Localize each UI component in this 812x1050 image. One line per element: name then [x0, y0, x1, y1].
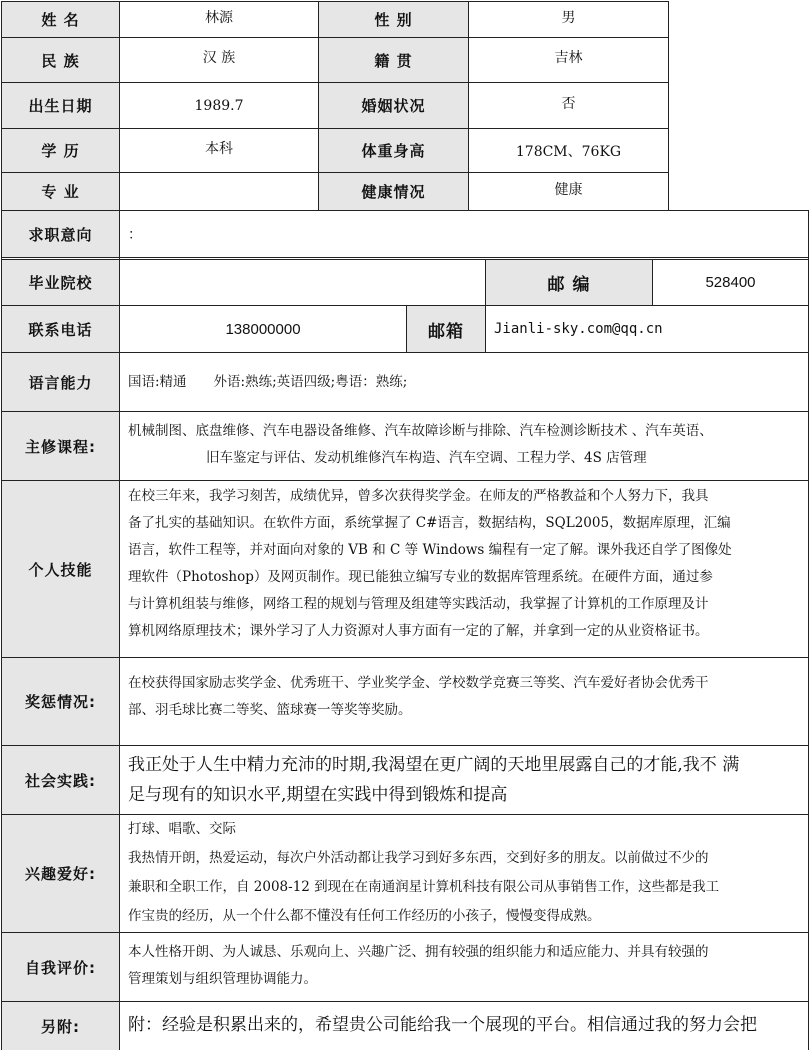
- extra-line: 附：经验是积累出来的，希望贵公司能给我一个展现的平台。相信通过我的努力会把: [128, 1015, 757, 1035]
- grid-line: [1, 172, 669, 173]
- phone-value: 138000000: [225, 320, 301, 338]
- skills-line: 与计算机组装与维修，网络工程的规划与管理及组建等实践活动，我掌握了计算机的工作原理及计: [128, 596, 709, 612]
- extra-label: 另附:: [2, 1002, 119, 1050]
- practice-line: 足与现有的知识水平,期望在实践中得到锻炼和提高: [128, 785, 508, 805]
- grid-line: [1, 1001, 809, 1002]
- postcode-label: 邮 编: [486, 260, 652, 305]
- email-value[interactable]: Jianli-sky.com@qq.cn: [494, 321, 663, 337]
- education-value: 本科: [205, 140, 233, 157]
- awards-line: 部、羽毛球比赛二等奖、篮球赛一等奖等奖励。: [128, 702, 412, 718]
- ethnicity-label: 民 族: [2, 38, 119, 82]
- self-eval-line: 本人性格开朗、为人诚恳、乐观向上、兴趣广泛、拥有较强的组织能力和适应能力、并具有较强的: [128, 944, 709, 960]
- language-content: 国语:精通 外语:熟练;英语四级;粤语：熟练;: [128, 373, 408, 390]
- hobbies-line: 作宝贵的经历，从一个什么都不懂没有任何工作经历的小孩子，慢慢变得成熟。: [128, 908, 601, 924]
- grid-line: [318, 1, 319, 210]
- grid-line: [1, 210, 809, 211]
- hobbies-line: 我热情开朗，热爱运动，每次户外活动都让我学习到好多东西，交到好多的朋友。以前做过不少的: [128, 850, 709, 866]
- phone-label: 联系电话: [2, 306, 119, 352]
- major-label: 专 业: [2, 173, 119, 210]
- grid-line: [1, 259, 809, 260]
- grid-line: [1, 128, 669, 129]
- marital-label: 婚姻状况: [319, 83, 468, 128]
- hobbies-text: [120, 815, 808, 932]
- skills-line: 语言，软件工程等，并对面向对象的 VB 和 C 等 Windows 编程有一定了解。课外我还自学了图像处: [128, 542, 732, 558]
- grid-line: [668, 1, 669, 210]
- practice-line: 我正处于人生中精力充沛的时期,我渴望在更广阔的天地里展露自己的才能,我不 满: [128, 755, 740, 775]
- email-label: 邮箱: [407, 306, 485, 352]
- hobbies-label: 兴趣爱好:: [2, 815, 119, 932]
- grid-line: [485, 305, 486, 352]
- language-text: [120, 353, 808, 411]
- skills-line: 算机网络原理技术；课外学习了人力资源对人事方面有一定的了解，并拿到一定的从业资格证书。: [128, 623, 709, 639]
- health-value: 健康: [554, 181, 583, 198]
- grid-line: [808, 210, 809, 1050]
- grid-line: [1, 37, 669, 38]
- grid-line: [1, 480, 809, 481]
- grid-line: [1, 352, 809, 353]
- ethnicity-value: 汉 族: [202, 50, 236, 66]
- grid-line: [468, 1, 469, 210]
- courses-line: 机械制图、底盘维修、汽车电器设备维修、汽车故障诊断与排除、汽车检测诊断技术 、汽车英语、: [128, 423, 713, 439]
- awards-label: 奖惩情况:: [2, 658, 119, 745]
- self-eval-line: 管理策划与组织管理协调能力。: [128, 971, 317, 987]
- grid-line: [1, 305, 809, 306]
- grid-line: [1, 814, 809, 815]
- gender-label: 性 别: [319, 2, 468, 37]
- extra-text: [120, 1002, 808, 1050]
- self-eval-text: [120, 933, 808, 1001]
- hobbies-line: 兼职和全职工作，自 2008-12 到现在在南通润星计算机科技有限公司从事销售工作，这些都是我工: [128, 879, 720, 895]
- major-value: [120, 173, 318, 210]
- body-label: 体重身高: [319, 129, 468, 172]
- grid-line: [1, 1, 2, 1050]
- hometown-label: 籍 贯: [319, 38, 468, 82]
- grid-line: [1, 257, 809, 258]
- grid-line: [485, 259, 486, 305]
- objective-label: 求职意向: [2, 211, 119, 257]
- skills-line: 备了扎实的基础知识。在软件方面，系统掌握了 C#语言，数据结构，SQL2005，数据库原理，汇编: [128, 515, 731, 531]
- courses-label: 主修课程:: [2, 412, 119, 480]
- practice-label: 社会实践:: [2, 746, 119, 814]
- school-value: [120, 260, 485, 305]
- grid-line: [406, 305, 407, 352]
- courses-text: [120, 412, 808, 480]
- skills-line: 理软件（Photoshop）及网页制作。现已能独立编写专业的数据库管理系统。在硬件方面，通过参: [128, 569, 713, 585]
- grid-line: [1, 932, 809, 933]
- hobbies-line: 打球、唱歌、交际: [128, 821, 236, 837]
- grid-line: [1, 82, 669, 83]
- school-label: 毕业院校: [2, 260, 119, 305]
- grid-line: [652, 259, 653, 305]
- postcode-value: 528400: [705, 274, 756, 291]
- grid-line: [1, 657, 809, 658]
- gender-value: 男: [561, 9, 576, 26]
- awards-text: [120, 658, 808, 745]
- skills-label: 个人技能: [2, 481, 119, 657]
- awards-line: 在校获得国家励志奖学金、优秀班干、学业奖学金、学校数学竞赛三等奖、汽车爱好者协会优秀干: [128, 675, 709, 691]
- grid-line: [119, 1, 120, 1050]
- grid-line: [1, 1, 669, 2]
- grid-line: [1, 411, 809, 412]
- courses-line: 旧车鉴定与评估、发动机维修汽车构造、汽车空调、工程力学、4S 店管理: [206, 450, 647, 466]
- health-label: 健康情况: [319, 173, 468, 210]
- skills-text: [120, 481, 808, 657]
- marital-value: 否: [561, 95, 576, 112]
- education-label: 学 历: [2, 129, 119, 172]
- name-label: 姓 名: [2, 2, 119, 37]
- objective-value: ：: [128, 227, 142, 243]
- self-eval-label: 自我评价:: [2, 933, 119, 1001]
- skills-line: 在校三年来，我学习刻苦，成绩优异，曾多次获得奖学金。在师友的严格教益和个人努力下，我具: [128, 488, 709, 504]
- grid-line: [1, 745, 809, 746]
- birth-label: 出生日期: [2, 83, 119, 128]
- practice-text: [120, 746, 808, 814]
- hometown-value: 吉林: [554, 50, 583, 66]
- body-value: 178CM、76KG: [515, 143, 622, 160]
- language-label: 语言能力: [2, 353, 119, 411]
- birth-value: 1989.7: [194, 97, 244, 114]
- name-value: 林源: [205, 9, 233, 26]
